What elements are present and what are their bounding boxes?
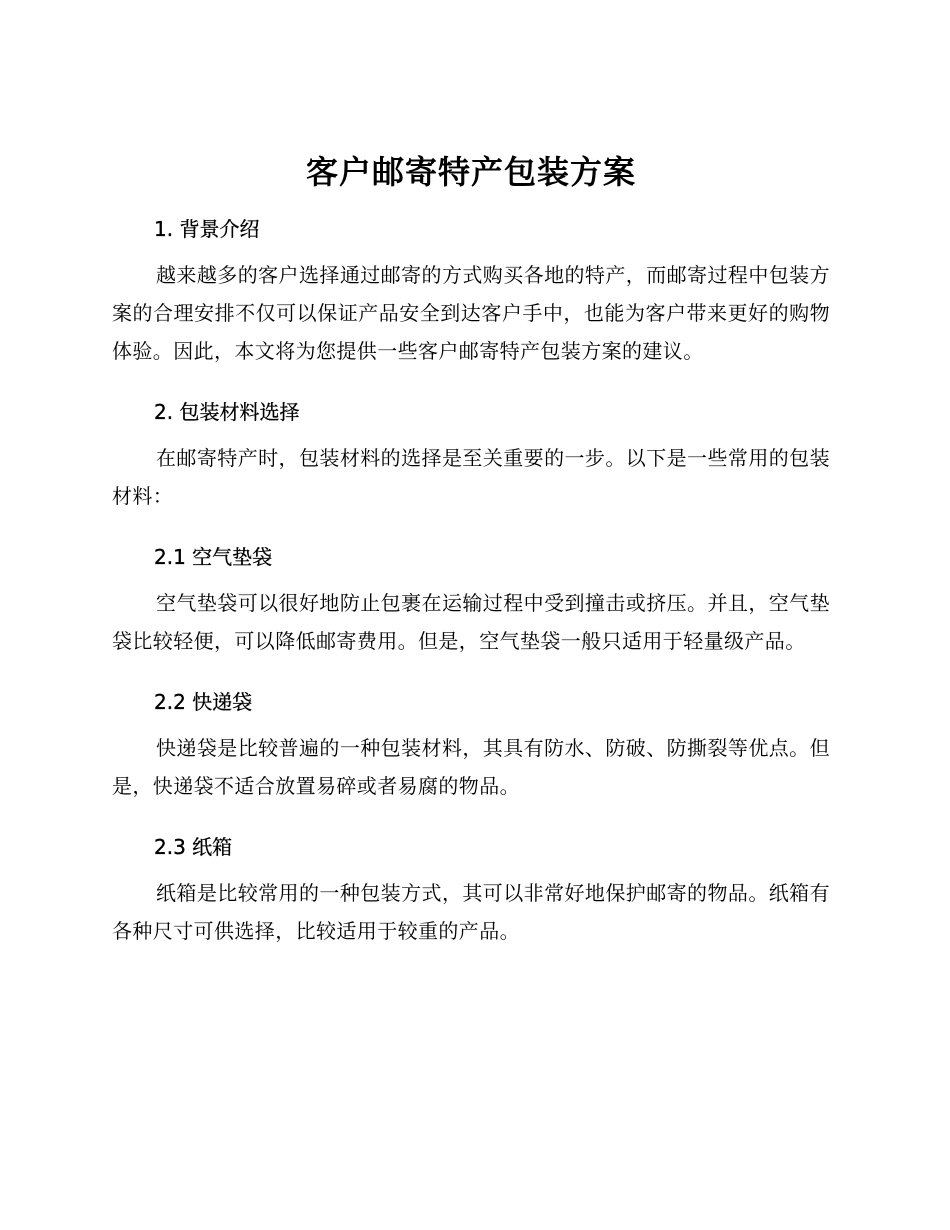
section-heading-carton: 2.3 纸箱 — [154, 835, 233, 859]
section-body-courier-bag: 快递袋是比较普遍的一种包装材料，其具有防水、防破、防撕裂等优点。但是，快递袋不适合放置易碎或者易腐的物品。 — [112, 736, 830, 798]
section-body-carton: 纸箱是比较常用的一种包装方式，其可以非常好地保护邮寄的物品。纸箱有各种尺寸可供选择，比较适用于较重的产品。 — [112, 881, 830, 943]
section-body-air-cushion: 空气垫袋可以很好地防止包裹在运输过程中受到撞击或挤压。并且，空气垫袋比较轻便，可以降低邮寄费用。但是，空气垫袋一般只适用于轻量级产品。 — [112, 591, 830, 653]
section-heading-materials: 2. 包装材料选择 — [154, 400, 300, 424]
section-body-materials: 在邮寄特产时，包装材料的选择是至关重要的一步。以下是一些常用的包装材料： — [112, 446, 830, 508]
document-title: 客户邮寄特产包装方案 — [305, 153, 636, 191]
section-heading-courier-bag: 2.2 快递袋 — [154, 690, 253, 714]
section-heading-background: 1. 背景介绍 — [154, 217, 260, 241]
section-heading-air-cushion: 2.1 空气垫袋 — [154, 545, 273, 569]
section-body-background: 越来越多的客户选择通过邮寄的方式购买各地的特产，而邮寄过程中包装方案的合理安排不仅可以保证产品安全到达客户手中，也能为客户带来更好的购物体验。因此，本文将为您提供一些客户邮寄特产包装方案的建议。 — [112, 263, 830, 363]
